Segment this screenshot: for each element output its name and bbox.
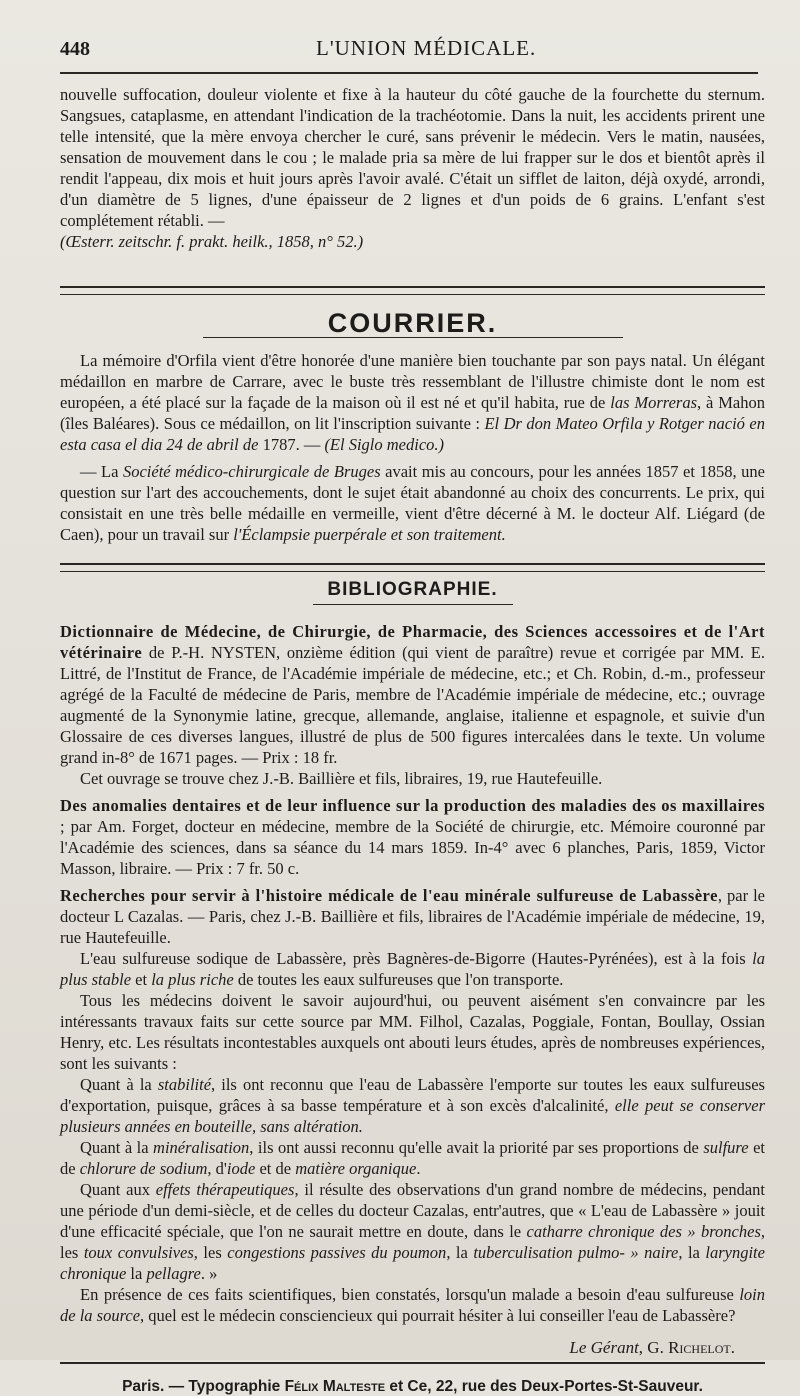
bib-entry-labassere: Recherches pour servir à l'histoire médicale de l'eau minérale sulfureuse de Labassère, par le docteur L Cazalas. — Paris, chez J.-B. Baillière et fils, libraires de l'Académie impériale de médecine, 19, rue Hautefeuille.: [60, 886, 765, 947]
footer-rule: [60, 1362, 765, 1364]
printer-imprint: Paris. — Typographie Félix Malteste et Ce, 22, rue des Deux-Portes-St-Sauveur.: [122, 1378, 703, 1395]
labassere-paragraph-effets: Quant aux effets thérapeutiques, il résulte des observations d'un grand nombre de médecins, pendant une période d'un demi-siècle, et de celles du docteur Cazalas, entr'autres, que « L'eau de Labassère » jouit d'une efficacité spéciale, que l'on ne saurait mettre en doute, dans le catharre chronique des » bronches, les toux convulsives, les congestions passives du poumon, la tuberculisation pulmo- » naire, la laryngite chronique la pellagre. »: [60, 1180, 765, 1283]
case-report-paragraph: nouvelle suffocation, douleur violente et fixe à la hauteur du côté gauche de la fourchette du sternum. Sangsues, cataplasme, en attendant l'indication de la trachéotomie. Dans la nuit, les accidents prirent une telle intensité, que la mère envoya chercher le curé, sans prévenir le médecin. Vers le matin, nausées, sensation de mouvement dans le cou ; le malade pria sa mère de lui frapper sur le dos et bientôt après il rendit l'appeau, dix mois et huit jours après l'avoir avalé. C'était un sifflet de laiton, déjà oxydé, arrondi, d'un diamètre de 5 lignes, d'une épaisseur de 2 lignes et d'un poids de 6 grains. L'enfant s'est complétement rétabli. — (Œsterr. zeitschr. f. prakt. heilk., 1858, n° 52.): [60, 85, 765, 251]
bib-entry-dictionnaire-note: Cet ouvrage se trouve chez J.-B. Baillière et fils, libraires, 19, rue Hautefeuille.: [80, 769, 603, 788]
courrier-paragraph-bruges: — La Société médico-chirurgicale de Bruges avait mis au concours, pour les années 1857 et 1858, une question sur l'art des accouchements, dont le sujet était abandonné au choix des concurrents. Le prix, qui consistait en une très belle médaille en vermeille, vient d'être décerné à M. le docteur Alf. Liégard (de Caen), pour un travail sur l'Éclampsie puerpérale et son traitement.: [60, 462, 765, 544]
bib-entry-anomalies: Des anomalies dentaires et de leur influence sur la production des maladies des os maxillaires ; par Am. Forget, docteur en médecine, membre de la Société de chirurgie, etc. Mémoire couronné par l'Académie des sciences, dans sa séance du 14 mars 1859. In-4° avec 6 planches, Paris, 1859, Victor Masson, libraire. — Prix : 7 fr. 50 c.: [60, 796, 765, 878]
bibliographie-heading: BIBLIOGRAPHIE.: [327, 579, 498, 600]
labassere-paragraph-mineralisation: Quant à la minéralisation, ils ont aussi reconnu qu'elle avait la priorité par ses proportions de sulfure et de chlorure de sodium, d'iode et de matière organique.: [60, 1138, 765, 1178]
labassere-paragraph-1: L'eau sulfureuse sodique de Labassère, près Bagnères-de-Bigorre (Hautes-Pyrénées), est à la fois la plus stable et la plus riche de toutes les eaux sulfureuses que l'on transporte.: [60, 949, 765, 989]
labassere-paragraph-2: Tous les médecins doivent le savoir aujourd'hui, ou peuvent aisément s'en convaincre par les intéressants travaux faits sur cette source par MM. Filhol, Cazalas, Poggiale, Fontan, Boullay, Ossian Henry, etc. Les résultats incontestables auxquels ont abouti leurs études, après de nombreuses expériences, sont les suivants :: [60, 991, 765, 1073]
manager-signature: Le Gérant, G. Richelot.: [569, 1338, 735, 1357]
bib-entry-dictionnaire: Dictionnaire de Médecine, de Chirurgie, de Pharmacie, des Sciences accessoires et de l'Art vétérinaire de P.-H. NYSTEN, onzième édition (qui vient de paraître) revue et corrigée par MM. E. Littré, de l'Institut de France, de l'Académie impériale de médecine, etc.; et Ch. Robin, d.-m., professeur agrégé de la Faculté de médecine de Paris, membre de l'Académie impériale de médecine, etc.; ouvrage augmenté de la Synonymie latine, grecque, allemande, anglaise, italienne et espagnole, et suivie d'un Glossaire de ces diverses langues, illustré de plus de 500 figures intercalées dans le texte. Un volume grand in-8° de 1671 pages. — Prix : 18 fr.: [60, 622, 765, 767]
bibliographie-underline: [313, 604, 513, 605]
page-body: [60, 84, 765, 1396]
running-title: L'UNION MÉDICALE.: [316, 36, 537, 60]
courrier-paragraph-orfila: La mémoire d'Orfila vient d'être honorée d'une manière bien touchante par son pays natal. Un élégant médaillon en marbre de Carrare, avec le buste très ressemblant de l'illustre chimiste dont le nom est européen, a été placé sur la façade de la maison où il est né et qu'il habita, rue de las Morreras, à Mahon (îles Baléares). Sous ce médaillon, on lit l'inscription suivante : El Dr don Mateo Orfila y Rotger nació en esta casa el dia 24 de abril de 1787. — (El Siglo medico.): [60, 351, 765, 454]
page-header: [60, 34, 760, 64]
page-number: 448: [60, 38, 90, 60]
section-divider: [60, 286, 765, 295]
case-report-source: (Œsterr. zeitschr. f. prakt. heilk., 1858, n° 52.): [60, 232, 364, 251]
labassere-paragraph-stabilite: Quant à la stabilité, ils ont reconnu que l'eau de Labassère l'emporte sur toutes les eaux sulfureuses d'exportation, puisque, grâces à sa basse température et à son excès d'alcalinité, elle peut se conserver plusieurs années en bouteille, sans altération.: [60, 1075, 765, 1136]
section-divider: [60, 563, 765, 572]
labassere-paragraph-conclusion: En présence de ces faits scientifiques, bien constatés, lorsqu'un malade a besoin d'eau sulfureuse loin de la source, quel est le médecin consciencieux qui pourrait hésiter à lui conseiller l'eau de Labassère?: [60, 1285, 765, 1325]
courrier-heading: COURRIER.: [327, 308, 498, 338]
header-rule: [60, 72, 758, 74]
